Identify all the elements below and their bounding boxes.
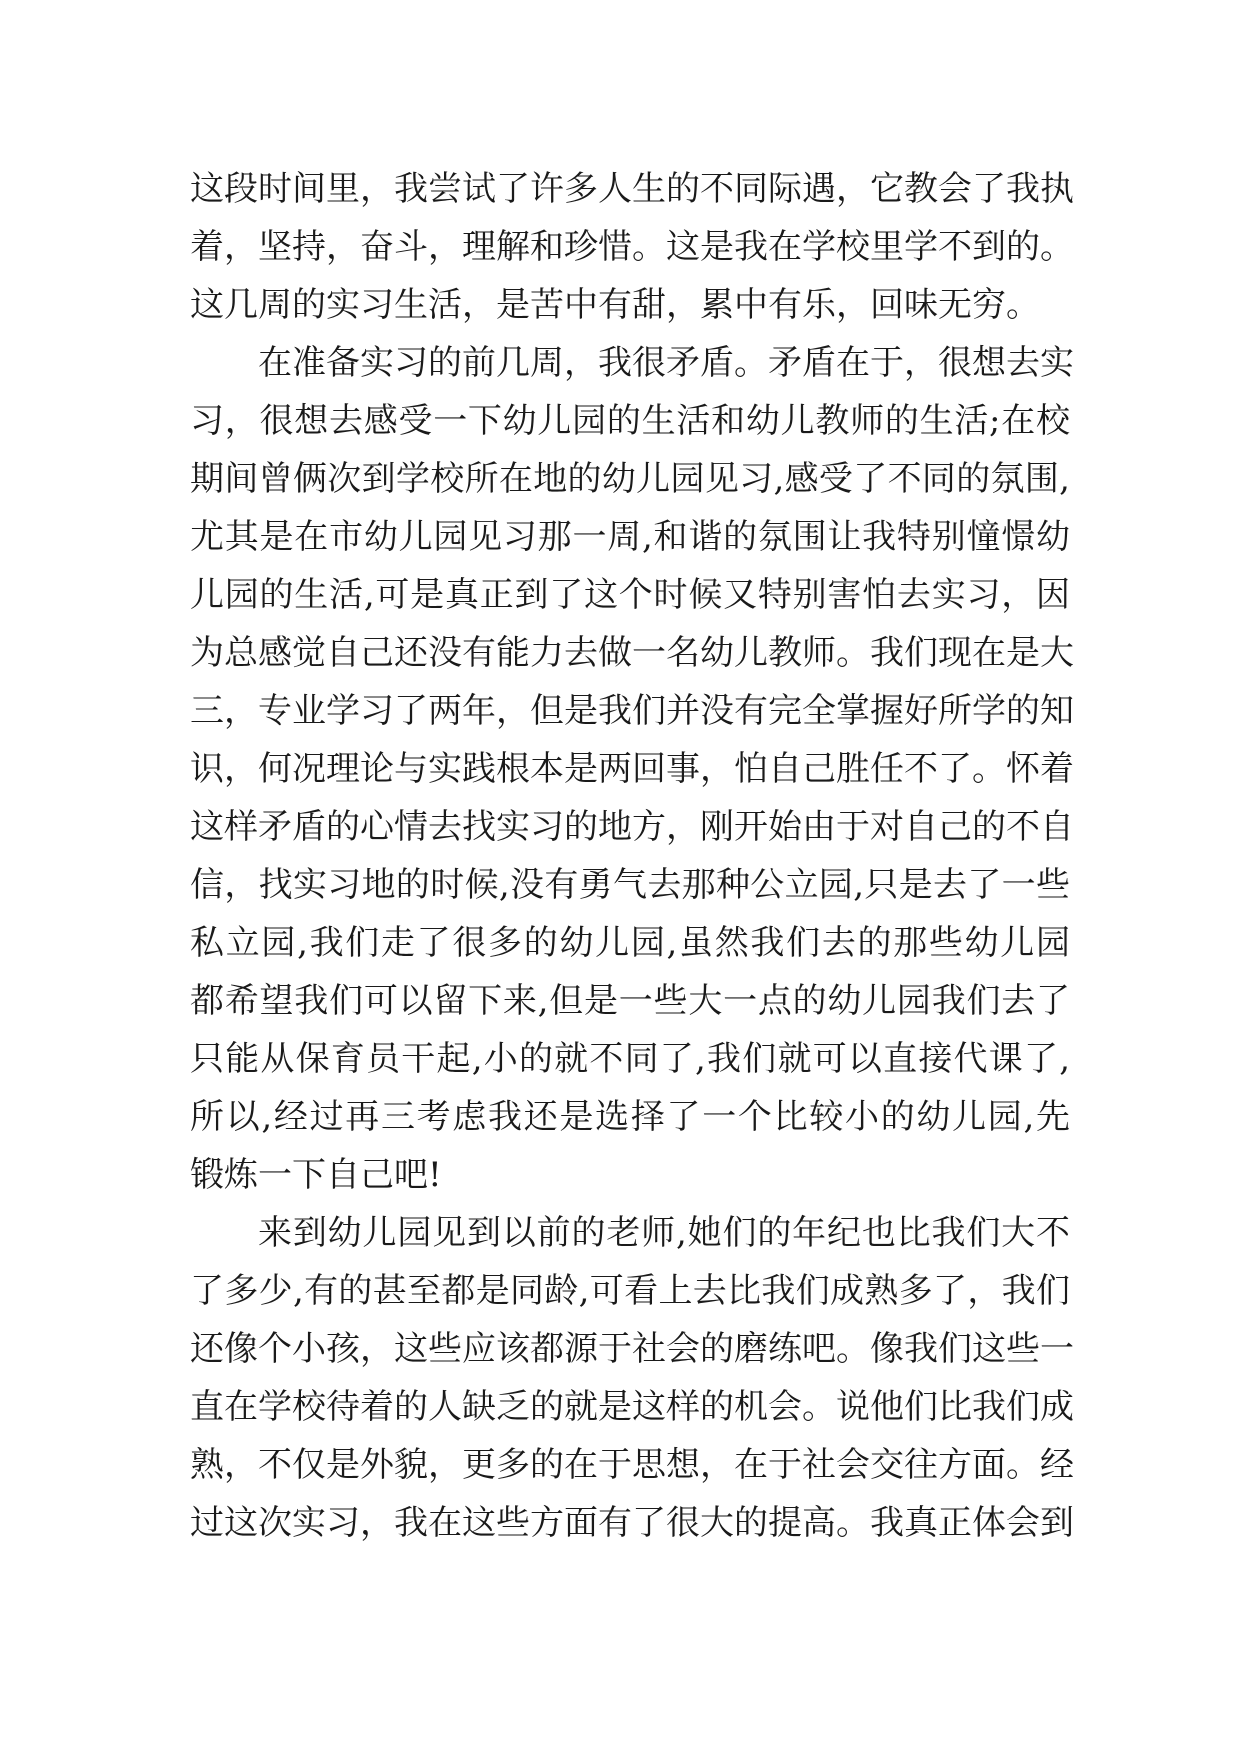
text-line: 习，很想去感受一下幼儿园的生活和幼儿教师的生活;在校 bbox=[190, 401, 1070, 441]
text-line: 所以,经过再三考虑我还是选择了一个比较小的幼儿园,先 bbox=[190, 1097, 1070, 1137]
body-text bbox=[190, 160, 1074, 1552]
text-line: 私立园,我们走了很多的幼儿园,虽然我们去的那些幼儿园 bbox=[190, 923, 1070, 963]
text-line: 只能从保育员干起,小的就不同了,我们就可以直接代课了, bbox=[190, 1039, 1070, 1079]
text-line: 锻炼一下自己吧! bbox=[190, 1155, 442, 1195]
text-line: 都希望我们可以留下来,但是一些大一点的幼儿园我们去了 bbox=[190, 981, 1070, 1021]
text-line: 熟，不仅是外貌，更多的在于思想，在于社会交往方面。经 bbox=[190, 1445, 1074, 1485]
text-line: 还像个小孩，这些应该都源于社会的磨练吧。像我们这些一 bbox=[190, 1329, 1074, 1369]
text-line: 三，专业学习了两年，但是我们并没有完全掌握好所学的知 bbox=[190, 691, 1074, 731]
text-line: 过这次实习，我在这些方面有了很大的提高。我真正体会到 bbox=[190, 1503, 1074, 1543]
text-line: 信，找实习地的时候,没有勇气去那种公立园,只是去了一些 bbox=[190, 865, 1070, 905]
paragraph-first-line: 来到幼儿园见到以前的老师,她们的年纪也比我们大不 bbox=[258, 1213, 1070, 1253]
text-line: 这样矛盾的心情去找实习的地方，刚开始由于对自己的不自 bbox=[190, 807, 1074, 847]
text-line: 为总感觉自己还没有能力去做一名幼儿教师。我们现在是大 bbox=[190, 633, 1074, 673]
text-line: 识，何况理论与实践根本是两回事，怕自己胜任不了。怀着 bbox=[190, 749, 1074, 789]
text-line: 儿园的生活,可是真正到了这个时候又特别害怕去实习，因 bbox=[190, 575, 1070, 615]
text-line: 了多少,有的甚至都是同龄,可看上去比我们成熟多了，我们 bbox=[190, 1271, 1070, 1311]
text-line: 直在学校待着的人缺乏的就是这样的机会。说他们比我们成 bbox=[190, 1387, 1074, 1427]
text-line: 这几周的实习生活，是苦中有甜，累中有乐，回味无穷。 bbox=[190, 285, 1040, 325]
text-line: 尤其是在市幼儿园见习那一周,和谐的氛围让我特别憧憬幼 bbox=[190, 517, 1070, 557]
text-line: 期间曾俩次到学校所在地的幼儿园见习,感受了不同的氛围, bbox=[190, 459, 1070, 499]
text-line: 着，坚持，奋斗，理解和珍惜。这是我在学校里学不到的。 bbox=[190, 227, 1074, 267]
paragraph-first-line: 在准备实习的前几周，我很矛盾。矛盾在于，很想去实 bbox=[258, 343, 1074, 383]
text-line: 这段时间里，我尝试了许多人生的不同际遇，它教会了我执 bbox=[190, 169, 1074, 209]
